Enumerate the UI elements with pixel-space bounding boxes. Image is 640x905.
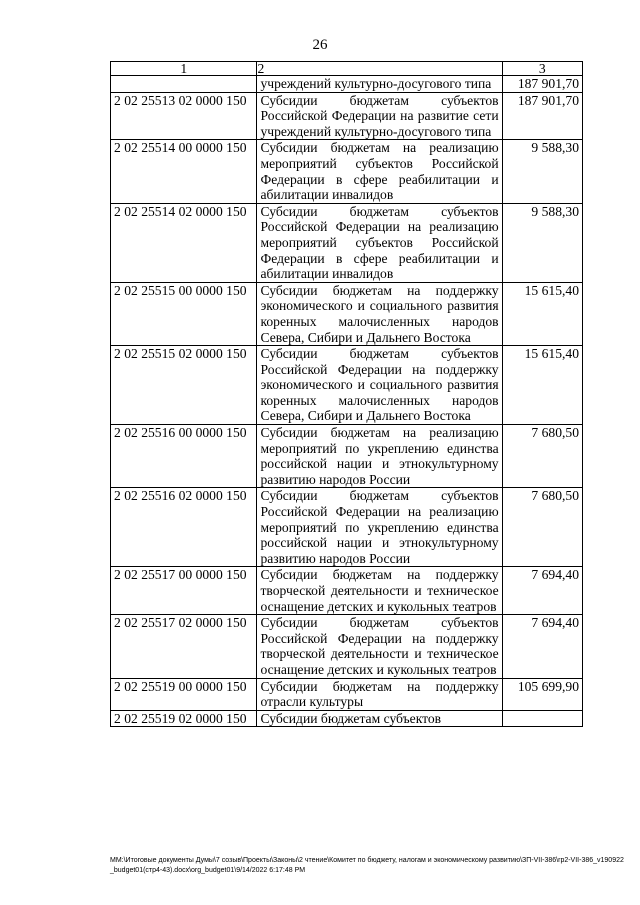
column-header-1: 1	[111, 62, 257, 76]
row-code: 2 02 25516 02 0000 150	[111, 488, 257, 567]
table-row	[111, 678, 583, 710]
row-description: Субсидии бюджетам субъектов	[257, 710, 502, 727]
table-row	[111, 567, 583, 615]
row-amount: 15 615,40	[502, 346, 582, 425]
row-code: 2 02 25517 00 0000 150	[111, 567, 257, 615]
row-description: Субсидии бюджетам на поддержку экономического и социального развития коренных малочисленных народов Севера, Сибири и Дальнего Востока	[257, 282, 502, 345]
row-description: Субсидии бюджетам субъектов Российской Федерации на реализацию мероприятий по укреплению единства российской нации и этнокультурному развитию народов России	[257, 488, 502, 567]
table-row	[111, 615, 583, 678]
table-row	[111, 710, 583, 727]
budget-table	[110, 61, 583, 727]
row-amount: 9 588,30	[502, 203, 582, 282]
row-code: 2 02 25515 00 0000 150	[111, 282, 257, 345]
row-description: Субсидии бюджетам на поддержку отрасли культуры	[257, 678, 502, 710]
row-description: Субсидии бюджетам субъектов Российской Федерации на поддержку творческой деятельности и техническое оснащение детских и кукольных театров	[257, 615, 502, 678]
row-amount: 187 901,70	[502, 92, 582, 140]
table-row	[111, 488, 583, 567]
row-code: 2 02 25519 00 0000 150	[111, 678, 257, 710]
row-amount: 15 615,40	[502, 282, 582, 345]
row-description: учреждений культурно-досугового типа	[257, 76, 502, 93]
row-amount: 7 680,50	[502, 425, 582, 488]
row-amount: 7 694,40	[502, 567, 582, 615]
table-row	[111, 425, 583, 488]
row-amount: 187 901,70	[502, 76, 582, 93]
table-row	[111, 282, 583, 345]
column-header-3: 3	[502, 62, 582, 76]
row-code: 2 02 25514 02 0000 150	[111, 203, 257, 282]
row-code: 2 02 25514 00 0000 150	[111, 140, 257, 203]
row-description: Субсидии бюджетам субъектов Российской Федерации на реализацию мероприятий субъектов Российской Федерации в сфере реабилитации и абилитации инвалидов	[257, 203, 502, 282]
row-description: Субсидии бюджетам на реализацию мероприятий субъектов Российской Федерации в сфере реабилитации и абилитации инвалидов	[257, 140, 502, 203]
row-code: 2 02 25513 02 0000 150	[111, 92, 257, 140]
row-code: 2 02 25519 02 0000 150	[111, 710, 257, 727]
row-description: Субсидии бюджетам на поддержку творческой деятельности и техническое оснащение детских и кукольных театров	[257, 567, 502, 615]
row-description: Субсидии бюджетам на реализацию мероприятий по укреплению единства российской нации и этнокультурному развитию народов России	[257, 425, 502, 488]
table-row	[111, 203, 583, 282]
row-code: 2 02 25516 00 0000 150	[111, 425, 257, 488]
row-amount: 7 680,50	[502, 488, 582, 567]
row-amount	[502, 710, 582, 727]
table-row	[111, 92, 583, 140]
table-row	[111, 76, 583, 93]
table-row	[111, 140, 583, 203]
document-path-footer: ММ:\Итоговые документы Думы\7 созыв\Проекты\Законы\2 чтение\Комитет по бюджету, налогам и экономическому развитию\ЗП-VII-386\rp2-VII-386_v190922_budget01(стр4-43).docx\org_budget01\9/14/2022 6:17:48 PM	[110, 857, 624, 874]
row-code: 2 02 25517 02 0000 150	[111, 615, 257, 678]
row-description: Субсидии бюджетам субъектов Российской Федерации на поддержку экономического и социального развития коренных малочисленных народов Севера, Сибири и Дальнего Востока	[257, 346, 502, 425]
row-code: 2 02 25515 02 0000 150	[111, 346, 257, 425]
table-header-row	[111, 62, 583, 76]
table-row	[111, 346, 583, 425]
row-amount: 9 588,30	[502, 140, 582, 203]
row-code	[111, 76, 257, 93]
page-number: 26	[312, 37, 328, 53]
row-description: Субсидии бюджетам субъектов Российской Федерации на развитие сети учреждений культурно-досугового типа	[257, 92, 502, 140]
row-amount: 7 694,40	[502, 615, 582, 678]
column-header-2: 2	[257, 62, 502, 76]
row-amount: 105 699,90	[502, 678, 582, 710]
